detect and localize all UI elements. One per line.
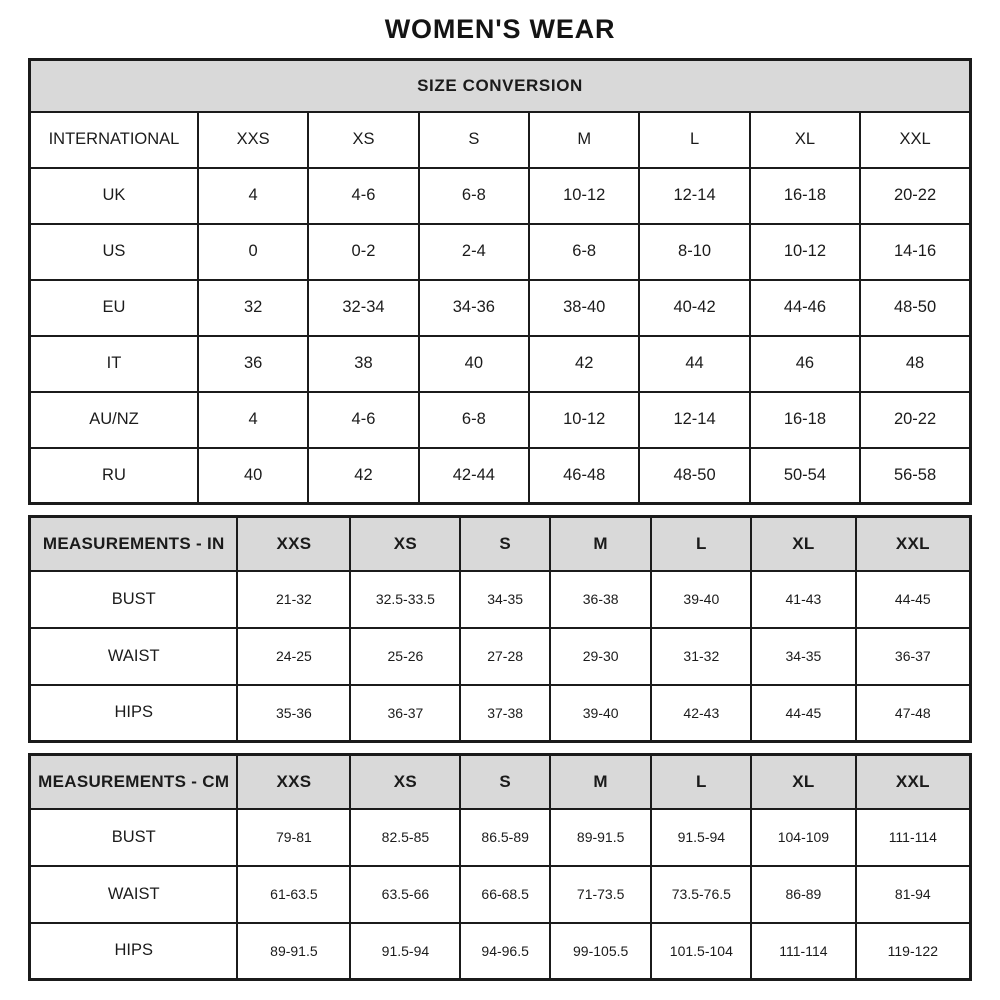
row-group-header: INTERNATIONAL <box>30 112 198 168</box>
size-value-cell: 12-14 <box>639 168 749 224</box>
row-label: EU <box>30 280 198 336</box>
size-value-cell: 86-89 <box>751 866 855 923</box>
row-label: US <box>30 224 198 280</box>
size-value-cell: 20-22 <box>860 392 970 448</box>
size-value-cell: 48 <box>860 336 970 392</box>
size-conversion-table <box>28 58 972 505</box>
header-row <box>30 517 971 571</box>
row-label: IT <box>30 336 198 392</box>
size-value-cell: 46-48 <box>529 448 639 504</box>
table-row <box>30 571 971 628</box>
size-value-cell: 42-44 <box>419 448 529 504</box>
size-value-cell: 79-81 <box>237 809 350 866</box>
size-value-cell: 10-12 <box>529 168 639 224</box>
size-value-cell: 38 <box>308 336 418 392</box>
column-header-xl: XL <box>750 112 860 168</box>
size-value-cell: 31-32 <box>651 628 751 685</box>
table-row <box>30 336 971 392</box>
measurements-cm-table <box>28 753 972 981</box>
row-label: RU <box>30 448 198 504</box>
size-value-cell: 4-6 <box>308 392 418 448</box>
size-value-cell: 10-12 <box>750 224 860 280</box>
column-header-l: L <box>651 755 751 809</box>
table-row <box>30 809 971 866</box>
column-header-xs: XS <box>350 755 460 809</box>
column-header-s: S <box>419 112 529 168</box>
size-value-cell: 21-32 <box>237 571 350 628</box>
column-header-l: L <box>639 112 749 168</box>
column-header-l: L <box>651 517 751 571</box>
size-value-cell: 36-37 <box>856 628 971 685</box>
size-value-cell: 44 <box>639 336 749 392</box>
size-value-cell: 44-45 <box>856 571 971 628</box>
size-value-cell: 6-8 <box>419 392 529 448</box>
size-value-cell: 32-34 <box>308 280 418 336</box>
row-label: HIPS <box>30 923 238 980</box>
row-label: UK <box>30 168 198 224</box>
size-value-cell: 27-28 <box>460 628 549 685</box>
size-value-cell: 48-50 <box>860 280 970 336</box>
row-label: BUST <box>30 809 238 866</box>
size-value-cell: 0 <box>198 224 308 280</box>
size-value-cell: 34-35 <box>751 628 855 685</box>
row-label: HIPS <box>30 685 238 742</box>
column-header-xxs: XXS <box>237 755 350 809</box>
row-label: BUST <box>30 571 238 628</box>
table-row <box>30 866 971 923</box>
size-value-cell: 36-37 <box>350 685 460 742</box>
size-value-cell: 2-4 <box>419 224 529 280</box>
size-value-cell: 37-38 <box>460 685 549 742</box>
column-header-m: M <box>550 755 652 809</box>
table-row <box>30 628 971 685</box>
size-value-cell: 38-40 <box>529 280 639 336</box>
size-value-cell: 39-40 <box>651 571 751 628</box>
size-value-cell: 61-63.5 <box>237 866 350 923</box>
column-header-xxs: XXS <box>237 517 350 571</box>
size-value-cell: 91.5-94 <box>651 809 751 866</box>
column-header-xs: XS <box>308 112 418 168</box>
size-value-cell: 101.5-104 <box>651 923 751 980</box>
row-label: WAIST <box>30 866 238 923</box>
table-row <box>30 280 971 336</box>
row-group-header: MEASUREMENTS - CM <box>30 755 238 809</box>
size-value-cell: 32 <box>198 280 308 336</box>
size-value-cell: 63.5-66 <box>350 866 460 923</box>
size-value-cell: 14-16 <box>860 224 970 280</box>
size-value-cell: 32.5-33.5 <box>350 571 460 628</box>
table-row <box>30 224 971 280</box>
table-banner: SIZE CONVERSION <box>30 60 971 112</box>
size-value-cell: 47-48 <box>856 685 971 742</box>
size-value-cell: 91.5-94 <box>350 923 460 980</box>
size-value-cell: 119-122 <box>856 923 971 980</box>
column-header-xxl: XXL <box>860 112 970 168</box>
row-label: WAIST <box>30 628 238 685</box>
size-value-cell: 81-94 <box>856 866 971 923</box>
size-value-cell: 44-46 <box>750 280 860 336</box>
header-row <box>30 755 971 809</box>
size-value-cell: 111-114 <box>751 923 855 980</box>
size-value-cell: 42 <box>308 448 418 504</box>
size-value-cell: 35-36 <box>237 685 350 742</box>
table-row <box>30 685 971 742</box>
column-header-xl: XL <box>751 517 855 571</box>
size-value-cell: 4 <box>198 168 308 224</box>
size-value-cell: 50-54 <box>750 448 860 504</box>
size-value-cell: 0-2 <box>308 224 418 280</box>
size-value-cell: 42 <box>529 336 639 392</box>
size-value-cell: 10-12 <box>529 392 639 448</box>
size-value-cell: 48-50 <box>639 448 749 504</box>
size-value-cell: 94-96.5 <box>460 923 549 980</box>
row-label: AU/NZ <box>30 392 198 448</box>
size-value-cell: 20-22 <box>860 168 970 224</box>
size-value-cell: 82.5-85 <box>350 809 460 866</box>
size-value-cell: 12-14 <box>639 392 749 448</box>
size-value-cell: 16-18 <box>750 392 860 448</box>
size-value-cell: 6-8 <box>419 168 529 224</box>
size-value-cell: 46 <box>750 336 860 392</box>
table-banner-row <box>30 60 971 112</box>
size-value-cell: 25-26 <box>350 628 460 685</box>
size-value-cell: 36-38 <box>550 571 652 628</box>
column-header-xs: XS <box>350 517 460 571</box>
size-value-cell: 40 <box>198 448 308 504</box>
size-value-cell: 4-6 <box>308 168 418 224</box>
column-header-xxl: XXL <box>856 517 971 571</box>
header-row <box>30 112 971 168</box>
size-value-cell: 40-42 <box>639 280 749 336</box>
size-value-cell: 24-25 <box>237 628 350 685</box>
column-header-xxs: XXS <box>198 112 308 168</box>
size-value-cell: 44-45 <box>751 685 855 742</box>
size-value-cell: 86.5-89 <box>460 809 549 866</box>
size-value-cell: 34-35 <box>460 571 549 628</box>
size-value-cell: 29-30 <box>550 628 652 685</box>
measurements-in-table <box>28 515 972 743</box>
table-row <box>30 448 971 504</box>
size-value-cell: 4 <box>198 392 308 448</box>
size-value-cell: 111-114 <box>856 809 971 866</box>
table-row <box>30 923 971 980</box>
column-header-xl: XL <box>751 755 855 809</box>
page-title: WOMEN'S WEAR <box>384 14 616 44</box>
column-header-s: S <box>460 517 549 571</box>
column-header-m: M <box>529 112 639 168</box>
size-value-cell: 34-36 <box>419 280 529 336</box>
column-header-s: S <box>460 755 549 809</box>
table-row <box>30 392 971 448</box>
size-value-cell: 71-73.5 <box>550 866 652 923</box>
size-value-cell: 66-68.5 <box>460 866 549 923</box>
column-header-xxl: XXL <box>856 755 971 809</box>
size-value-cell: 42-43 <box>651 685 751 742</box>
size-value-cell: 40 <box>419 336 529 392</box>
size-value-cell: 6-8 <box>529 224 639 280</box>
row-group-header: MEASUREMENTS - IN <box>30 517 238 571</box>
size-value-cell: 89-91.5 <box>550 809 652 866</box>
size-value-cell: 16-18 <box>750 168 860 224</box>
size-value-cell: 41-43 <box>751 571 855 628</box>
size-value-cell: 73.5-76.5 <box>651 866 751 923</box>
size-value-cell: 8-10 <box>639 224 749 280</box>
column-header-m: M <box>550 517 652 571</box>
size-value-cell: 104-109 <box>751 809 855 866</box>
size-value-cell: 36 <box>198 336 308 392</box>
size-value-cell: 89-91.5 <box>237 923 350 980</box>
table-row <box>30 168 971 224</box>
size-value-cell: 99-105.5 <box>550 923 652 980</box>
size-value-cell: 56-58 <box>860 448 970 504</box>
size-value-cell: 39-40 <box>550 685 652 742</box>
